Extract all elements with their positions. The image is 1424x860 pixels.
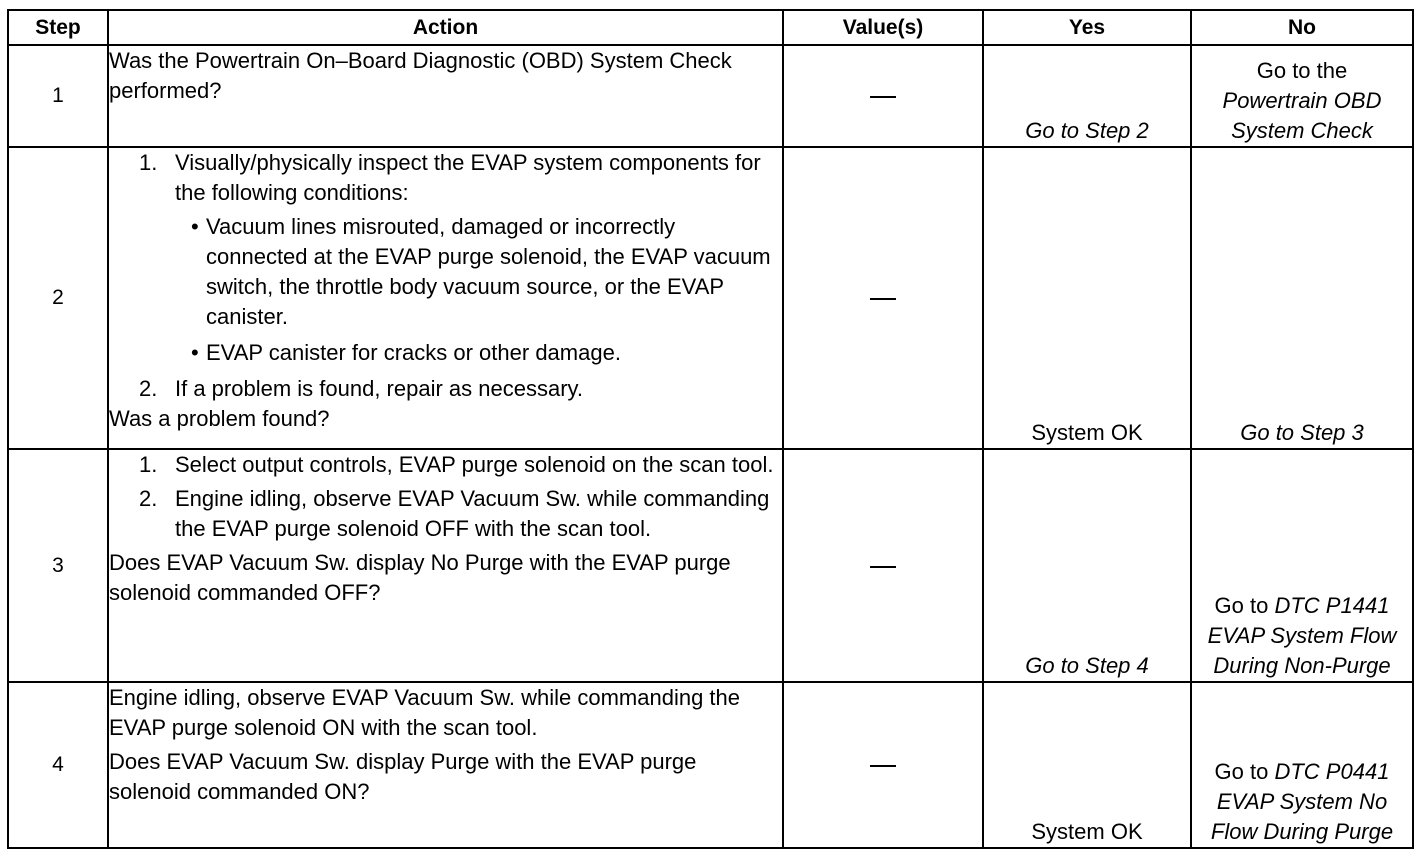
list-item-text: Engine idling, observe EVAP Vacuum Sw. while commanding the EVAP purge solenoid OFF with the scan tool.: [175, 486, 770, 541]
value-dash: [870, 765, 896, 767]
list-item-text: If a problem is found, repair as necessary.: [175, 376, 584, 401]
value-cell: [783, 147, 983, 449]
header-yes: Yes: [983, 10, 1191, 45]
action-question: Does EVAP Vacuum Sw. display No Purge with the EVAP purge solenoid commanded OFF?: [109, 550, 731, 605]
step-number: 2: [8, 147, 108, 449]
value-cell: [783, 449, 983, 682]
no-link: DTC P1441 EVAP System Flow During Non-Purge: [1207, 593, 1397, 678]
list-item-text: Select output controls, EVAP purge solenoid on the scan tool.: [175, 452, 774, 477]
value-cell: [783, 45, 983, 147]
no-prefix: Go to: [1214, 759, 1269, 784]
table-row: [8, 682, 1413, 848]
table-row: [8, 45, 1413, 147]
header-row: [8, 10, 1413, 45]
instruction-list: [109, 148, 782, 208]
header-values: Value(s): [783, 10, 983, 45]
header-action: Action: [108, 10, 783, 45]
no-cell: [1191, 682, 1413, 848]
no-link: DTC P0441 EVAP System No Flow During Purge: [1210, 759, 1394, 844]
action-text: Engine idling, observe EVAP Vacuum Sw. while commanding the EVAP purge solenoid ON with the scan tool.: [109, 685, 741, 740]
list-item: [109, 450, 782, 480]
list-number: 1.: [139, 150, 158, 175]
no-cell: Go to Step 3: [1191, 147, 1413, 449]
action-cell: [108, 147, 783, 449]
bullet-icon: •: [191, 340, 199, 365]
value-cell: [783, 682, 983, 848]
list-item-text: Visually/physically inspect the EVAP system components for the following conditions:: [175, 150, 761, 205]
list-item: [109, 212, 782, 332]
header-step: Step: [8, 10, 108, 45]
action-question: Was the Powertrain On–Board Diagnostic (OBD) System Check performed?: [109, 48, 732, 103]
list-item-text: Vacuum lines misrouted, damaged or incorrectly connected at the EVAP purge solenoid, the EVAP vacuum switch, the throttle body vacuum source, or the EVAP canister.: [206, 214, 771, 329]
header-no: No: [1191, 10, 1413, 45]
yes-cell: Go to Step 4: [983, 449, 1191, 682]
no-cell: [1191, 45, 1413, 147]
no-link: Powertrain OBD System Check: [1222, 88, 1382, 143]
yes-cell: System OK: [983, 682, 1191, 848]
no-prefix: Go to: [1214, 593, 1269, 618]
yes-cell: System OK: [983, 147, 1191, 449]
value-dash: [870, 96, 896, 98]
step-number: 1: [8, 45, 108, 147]
instruction-list: [109, 374, 782, 404]
step-number: 4: [8, 682, 108, 848]
step-number: 3: [8, 449, 108, 682]
instruction-list: [109, 450, 782, 544]
value-dash: [870, 566, 896, 568]
list-number: 2.: [139, 376, 158, 401]
action-cell: [108, 449, 783, 682]
action-cell: [108, 45, 783, 147]
action-cell: [108, 682, 783, 848]
value-dash: [870, 298, 896, 300]
no-cell: [1191, 449, 1413, 682]
diagnostic-table: [7, 9, 1414, 849]
action-question: Was a problem found?: [109, 406, 330, 431]
list-item: [109, 148, 782, 208]
no-prefix: Go to the: [1256, 58, 1348, 83]
action-question: Does EVAP Vacuum Sw. display Purge with the EVAP purge solenoid commanded ON?: [109, 749, 697, 804]
table-row: [8, 147, 1413, 449]
list-item: [109, 484, 782, 544]
list-number: 1.: [139, 452, 158, 477]
list-item: [109, 374, 782, 404]
condition-list: [109, 212, 782, 368]
yes-cell: Go to Step 2: [983, 45, 1191, 147]
bullet-icon: •: [191, 214, 199, 239]
list-number: 2.: [139, 486, 158, 511]
table-row: [8, 449, 1413, 682]
list-item-text: EVAP canister for cracks or other damage.: [206, 340, 621, 365]
list-item: [109, 338, 782, 368]
